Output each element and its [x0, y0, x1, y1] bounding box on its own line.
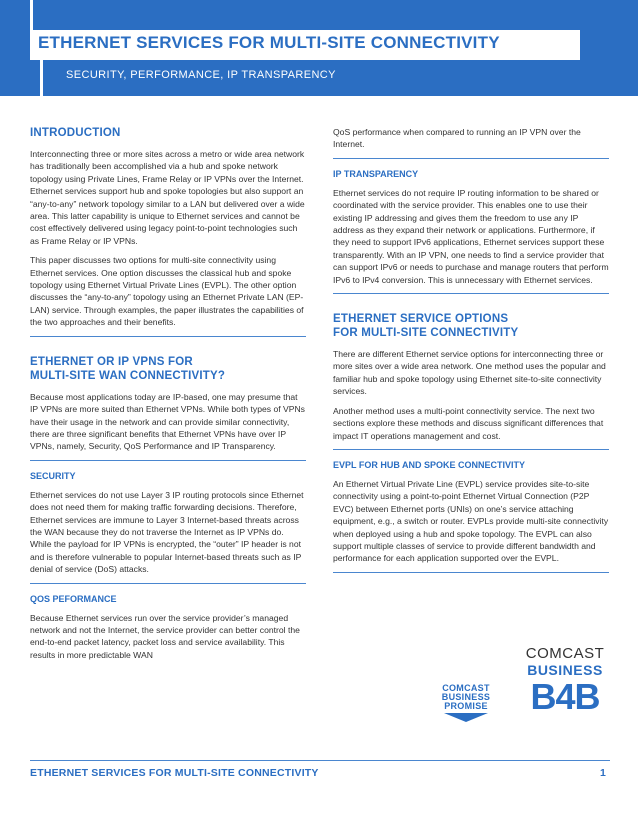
header-banner — [0, 0, 638, 96]
service-options-heading — [333, 312, 609, 340]
evpl-heading: EVPL FOR HUB AND SPOKE CONNECTIVITY — [333, 459, 526, 470]
service-options-paragraph-2: Another method uses a multi-point connectivity service. The next two sections explore these methods and discuss significant differences that impact IT operations management and cost. — [333, 405, 604, 441]
b4b-logo-line-1: COMCAST — [525, 645, 605, 662]
service-options-heading-line-1: ETHERNET SERVICE OPTIONS — [333, 313, 509, 326]
vpn-heading — [30, 355, 306, 383]
left-column — [30, 126, 306, 668]
subtitle-frame-line — [40, 60, 43, 96]
qos-heading: QOS PEFORMANCE — [30, 593, 117, 604]
section-divider — [30, 336, 306, 337]
security-heading: SECURITY — [30, 470, 76, 481]
qos-continuation: QoS performance when compared to running an IP VPN over the Internet. — [333, 127, 581, 150]
section-divider — [333, 158, 609, 159]
vpn-heading-line-1: ETHERNET OR IP VPNS FOR — [30, 355, 193, 368]
b4b-logo-line-2: BUSINESS — [527, 662, 603, 678]
introduction-paragraph-2: This paper discusses two options for multi-site connectivity using Ethernet services. One option discusses the classical hub and spoke topology using Ethernet Virtual Private Lines (EVPL). The other option discusses the “any-to-any” topology using an Ethernet Private LAN (EP-LAN) service. Through examples, the paper illustrates the capabilities of the two approaches and their benefits. — [30, 255, 304, 328]
introduction-heading: INTRODUCTION — [30, 127, 121, 139]
page-subtitle: SECURITY, PERFORMANCE, IP TRANSPARENCY — [66, 69, 336, 81]
section-divider — [333, 449, 609, 450]
service-options-paragraph-1: There are different Ethernet service options for interconnecting three or more sites over a wide area network. One method uses the popular and familiar hub and spoke topology using Ethernet site-to-site connectivity services. — [333, 349, 606, 397]
promise-logo-line-3: PROMISE — [444, 701, 488, 711]
section-divider — [30, 583, 306, 584]
ip-transparency-paragraph: Ethernet services do not require IP routing information to be shared or coordinated with the service provider. This enables one to use their existing IP addressing and gives them the freedom to use any IP address as they expand their network or applications. Furthermore, if they need to support IPv6 applications, Ethernet services support these transparently. With an IP VPN, one needs to find a service provider that can support IPv6 or needs to purchase and manage routers that perform IPv6 to IPv4 conversion. This is unnecessary with Ethernet services. — [333, 187, 609, 285]
b4b-logo-mark: B4B — [530, 676, 600, 717]
ip-transparency-heading: IP TRANSPARENCY — [333, 168, 419, 179]
footer-title: ETHERNET SERVICES FOR MULTI-SITE CONNECTIVITY — [30, 767, 319, 779]
section-divider — [30, 460, 306, 461]
promise-arrow-icon — [444, 713, 488, 722]
security-paragraph: Ethernet services do not use Layer 3 IP routing protocols since Ethernet does not need them for making traffic forwarding decisions. Therefore, Ethernet services are immune to Layer 3 Internet-based threats across the WAN because they do not traverse the Internet as IP VPNs do. While the payload for IP VPNs is encrypted, the “outer” IP header is not and is therefore vulnerable to popular Internet-based threats such as IP denial of service (DoS) attacks. — [30, 489, 304, 575]
qos-paragraph: Because Ethernet services run over the service provider’s managed network and not the Internet, the service provider can better control the end-to-end packet latency, packet loss and service availability. This results in more predictable WAN — [30, 612, 300, 660]
service-options-heading-line-2: FOR MULTI-SITE CONNECTIVITY — [333, 327, 519, 340]
page-title: ETHERNET SERVICES FOR MULTI-SITE CONNECTIVITY — [38, 33, 500, 52]
evpl-paragraph: An Ethernet Virtual Private Line (EVPL) service provides site-to-site connectivity using a point-to-point Ethernet Virtual Connection (P2P EVC) between Ethernet ports (UNIs) on one’s service attaching equipment, e.g., a switch or router. EVPLs provide multi-site connectivity when deployed using a hub and spoke topology. The EVPL can also support multiple classes of service to provide different bandwidth and performance for each application supported over the EVPL. — [333, 478, 609, 564]
comcast-business-promise-logo — [438, 684, 494, 722]
promise-logo-line-1: COMCAST — [442, 683, 490, 693]
title-frame-line — [30, 0, 33, 30]
right-column — [333, 126, 609, 583]
vpn-paragraph: Because most applications today are IP-based, one may presume that IP VPNs are more suited than Ethernet VPNs. While both types of VPNs have their usage in the network and can provide similar connectivity, there are three significant benefits that Ethernet VPNs have over IP VPNs, namely, Security, QoS Performance and IP Transparency. — [30, 391, 305, 452]
page-number: 1 — [600, 767, 606, 779]
section-divider — [333, 572, 609, 573]
section-divider — [333, 293, 609, 294]
footer-divider — [30, 760, 610, 761]
promise-logo-line-2: BUSINESS — [441, 692, 491, 702]
introduction-paragraph-1: Interconnecting three or more sites across a metro or wide area network has traditionally been accomplished via a hub and spoke network topology using Private Lines, Frame Relay or IP VPNs over the Internet. Ethernet services support hub and spoke topologies but also support an “any-to-any” network topology similar to a LAN but delivered over a wide area. This latter capability is unique to Ethernet services and cannot be cost effectively delivered using legacy point-to-point technologies such as Frame Relay or IP VPNs. — [30, 149, 305, 246]
comcast-business-b4b-logo — [520, 646, 610, 716]
vpn-heading-line-2: MULTI-SITE WAN CONNECTIVITY? — [30, 369, 226, 382]
